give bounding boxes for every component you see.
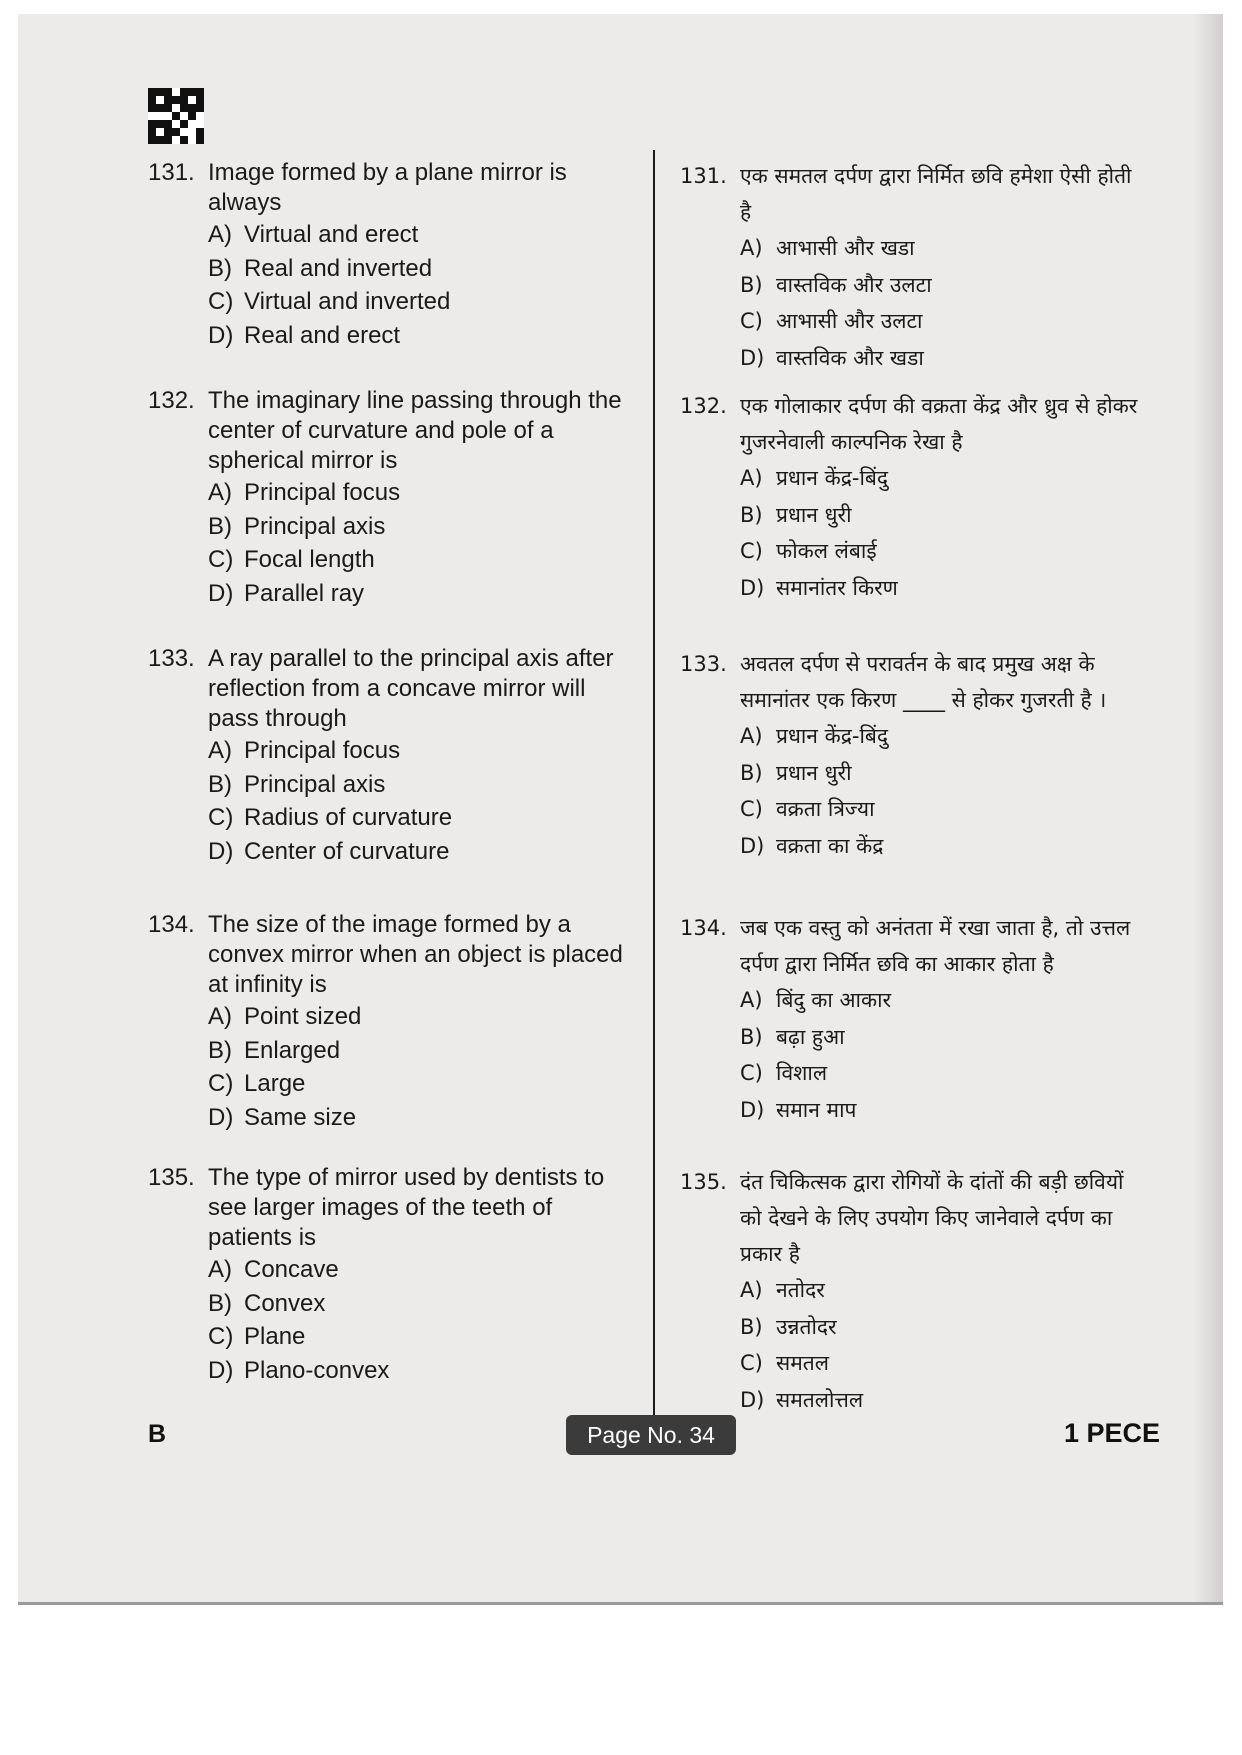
option-letter: C) [208, 1323, 234, 1350]
option-text: फोकल लंबाई [776, 539, 877, 563]
option-letter: B) [740, 760, 763, 785]
question-text: जब एक वस्तु को अनंतता में रखा जाता है, तो उत्तल दर्पण द्वारा निर्मित छवि का आकार होता है [740, 916, 1131, 976]
option-c [740, 303, 1140, 340]
options-list [208, 476, 628, 610]
option-c [740, 791, 1140, 828]
question-number: 132. [680, 394, 727, 418]
option-text: Real and erect [244, 321, 401, 349]
question-number: 134. [680, 916, 727, 940]
option-c [740, 533, 1140, 570]
option-c [740, 1055, 1140, 1092]
option-text: समतलोत्तल [776, 1387, 864, 1412]
option-letter: D) [740, 833, 765, 858]
option-letter: C) [208, 288, 234, 315]
question-text: The type of mirror used by dentists to see larger images of the teeth of patients is [208, 1164, 605, 1251]
option-text: Concave [244, 1256, 339, 1283]
option-a [740, 982, 1140, 1019]
question-131-hindi [680, 158, 1140, 376]
option-c [208, 1067, 628, 1101]
option-b [740, 497, 1140, 534]
option-letter: B) [740, 272, 763, 297]
option-letter: D) [740, 1097, 765, 1122]
option-letter: B) [740, 1024, 763, 1049]
page-number-badge: Page No. 34 [566, 1415, 736, 1455]
option-text: Parallel ray [244, 579, 365, 607]
option-c [208, 801, 628, 835]
question-number: 133. [148, 645, 195, 672]
option-text: बढ़ा हुआ [776, 1024, 845, 1049]
option-d [208, 577, 628, 611]
option-c [208, 285, 628, 319]
option-letter: D) [208, 1103, 234, 1131]
option-a [740, 1272, 1140, 1309]
question-text: अवतल दर्पण से परावर्तन के बाद प्रमुख अक्ष के समानांतर एक किरण ____ से होकर गुजरती है । [740, 652, 1107, 712]
question-number: 132. [148, 387, 195, 414]
option-a [740, 460, 1140, 497]
option-text: Focal length [244, 546, 375, 573]
option-letter: A) [208, 1003, 232, 1030]
question-number: 133. [680, 652, 727, 676]
question-text: Image formed by a plane mirror is always [208, 159, 567, 216]
page-edge [18, 1602, 1223, 1605]
option-b [208, 510, 628, 544]
option-letter: A) [208, 479, 232, 506]
question-number: 135. [680, 1170, 727, 1194]
option-text: प्रधान धुरी [776, 502, 852, 527]
options-list [208, 1000, 628, 1134]
page-shadow [1193, 14, 1223, 1604]
question-134-hindi [680, 910, 1140, 1128]
option-letter: B) [208, 254, 232, 282]
question-number: 131. [680, 164, 727, 188]
option-text: Real and inverted [244, 254, 433, 282]
option-text: वक्रता का केंद्र [776, 833, 884, 858]
question-text: दंत चिकित्सक द्वारा रोगियों के दांतों की बड़ी छवियों को देखने के लिए उपयोग किए जानेवाले दर्पण का प्रकार है [740, 1170, 1124, 1266]
option-letter: A) [208, 221, 232, 248]
option-b [208, 1287, 628, 1321]
option-text: समान माप [776, 1097, 857, 1122]
option-letter: C) [740, 797, 763, 821]
option-b [740, 1309, 1140, 1346]
option-letter: D) [208, 321, 234, 349]
option-d [208, 319, 628, 353]
option-a [740, 718, 1140, 755]
option-b [740, 267, 1140, 304]
option-text: प्रधान केंद्र-बिंदु [776, 466, 889, 490]
options-list [740, 1272, 1140, 1418]
option-b [740, 1019, 1140, 1056]
option-b [208, 1034, 628, 1068]
question-number: 131. [148, 159, 195, 186]
option-letter: D) [208, 837, 234, 865]
option-text: उन्नतोदर [776, 1314, 837, 1339]
option-letter: A) [740, 724, 763, 748]
option-text: Point sized [244, 1003, 362, 1030]
option-text: Radius of curvature [244, 804, 453, 831]
option-text: Same size [244, 1103, 357, 1131]
option-letter: A) [208, 737, 232, 764]
qr-code-icon [148, 88, 204, 144]
question-131 [148, 158, 628, 352]
question-132 [148, 386, 628, 610]
option-text: नतोदर [776, 1278, 825, 1302]
option-text: Enlarged [244, 1036, 341, 1064]
question-132-hindi [680, 388, 1140, 606]
option-letter: A) [740, 1278, 763, 1302]
booklet-series: B [148, 1420, 167, 1448]
options-list [740, 982, 1140, 1128]
option-a [208, 734, 628, 768]
option-letter: B) [208, 770, 232, 798]
option-text: Convex [244, 1289, 326, 1317]
option-text: विशाल [776, 1061, 828, 1085]
option-text: Plano-convex [244, 1356, 390, 1384]
option-letter: D) [208, 579, 234, 607]
option-c [208, 543, 628, 577]
option-letter: D) [740, 575, 765, 600]
option-letter: A) [740, 236, 763, 260]
option-a [208, 1253, 628, 1287]
options-list [740, 718, 1140, 864]
option-b [208, 768, 628, 802]
option-letter: A) [740, 988, 763, 1012]
option-c [740, 1345, 1140, 1382]
question-text: The size of the image formed by a convex mirror when an object is placed at infinity is [208, 911, 623, 998]
option-text: समतल [776, 1351, 829, 1375]
option-d [208, 835, 628, 869]
option-letter: C) [208, 546, 234, 573]
option-letter: C) [740, 309, 763, 333]
option-text: Principal axis [244, 770, 386, 798]
option-text: बिंदु का आकार [776, 988, 892, 1012]
option-letter: A) [740, 466, 763, 490]
option-text: प्रधान केंद्र-बिंदु [776, 724, 889, 748]
option-d [740, 828, 1140, 865]
option-d [740, 570, 1140, 607]
question-133 [148, 644, 628, 868]
option-letter: C) [208, 1070, 234, 1097]
options-list [740, 230, 1140, 376]
option-letter: C) [740, 1351, 763, 1375]
option-letter: A) [208, 1256, 232, 1283]
option-c [208, 1320, 628, 1354]
option-b [208, 252, 628, 286]
option-letter: B) [208, 512, 232, 540]
question-text: A ray parallel to the principal axis after reflection from a concave mirror will pass through [208, 645, 614, 732]
option-text: Plane [244, 1323, 306, 1350]
option-text: Principal focus [244, 737, 401, 764]
option-text: Principal focus [244, 479, 401, 506]
option-a [208, 476, 628, 510]
question-text: एक समतल दर्पण द्वारा निर्मित छवि हमेशा ऐसी होती है [740, 164, 1132, 224]
question-134 [148, 910, 628, 1134]
option-d [740, 340, 1140, 377]
option-d [208, 1101, 628, 1135]
option-d [740, 1092, 1140, 1129]
option-text: वास्तविक और उलटा [776, 272, 932, 297]
options-list [740, 460, 1140, 606]
option-text: वास्तविक और खडा [776, 345, 924, 370]
option-letter: B) [740, 1314, 763, 1339]
option-text: समानांतर किरण [776, 575, 898, 600]
options-list [208, 734, 628, 868]
option-text: आभासी और उलटा [776, 309, 923, 333]
option-d [740, 1382, 1140, 1419]
option-letter: C) [208, 804, 234, 831]
exam-code: 1 PECE [1063, 1418, 1160, 1448]
option-letter: D) [740, 345, 765, 370]
option-a [208, 218, 628, 252]
question-135 [148, 1163, 628, 1387]
question-number: 135. [148, 1164, 195, 1191]
option-text: Virtual and erect [244, 221, 419, 248]
options-list [208, 218, 628, 352]
option-letter: B) [208, 1289, 232, 1317]
option-text: Center of curvature [244, 837, 450, 865]
question-133-hindi [680, 646, 1140, 864]
option-letter: B) [208, 1036, 232, 1064]
option-d [208, 1354, 628, 1388]
column-divider [653, 150, 655, 1425]
options-list [208, 1253, 628, 1387]
option-text: आभासी और खडा [776, 236, 915, 260]
option-text: प्रधान धुरी [776, 760, 852, 785]
option-letter: B) [740, 502, 763, 527]
option-a [740, 230, 1140, 267]
option-text: वक्रता त्रिज्या [776, 797, 875, 821]
question-number: 134. [148, 911, 195, 938]
option-b [740, 755, 1140, 792]
question-text: एक गोलाकार दर्पण की वक्रता केंद्र और ध्रुव से होकर गुजरनेवाली काल्पनिक रेखा है [740, 394, 1138, 454]
option-letter: C) [740, 539, 763, 563]
option-letter: C) [740, 1061, 763, 1085]
option-text: Virtual and inverted [244, 288, 451, 315]
option-text: Large [244, 1070, 306, 1097]
option-letter: D) [740, 1387, 765, 1412]
option-letter: D) [208, 1356, 234, 1384]
option-text: Principal axis [244, 512, 386, 540]
option-a [208, 1000, 628, 1034]
question-text: The imaginary line passing through the center of curvature and pole of a spherical mirror is [208, 387, 622, 474]
question-135-hindi [680, 1164, 1140, 1418]
